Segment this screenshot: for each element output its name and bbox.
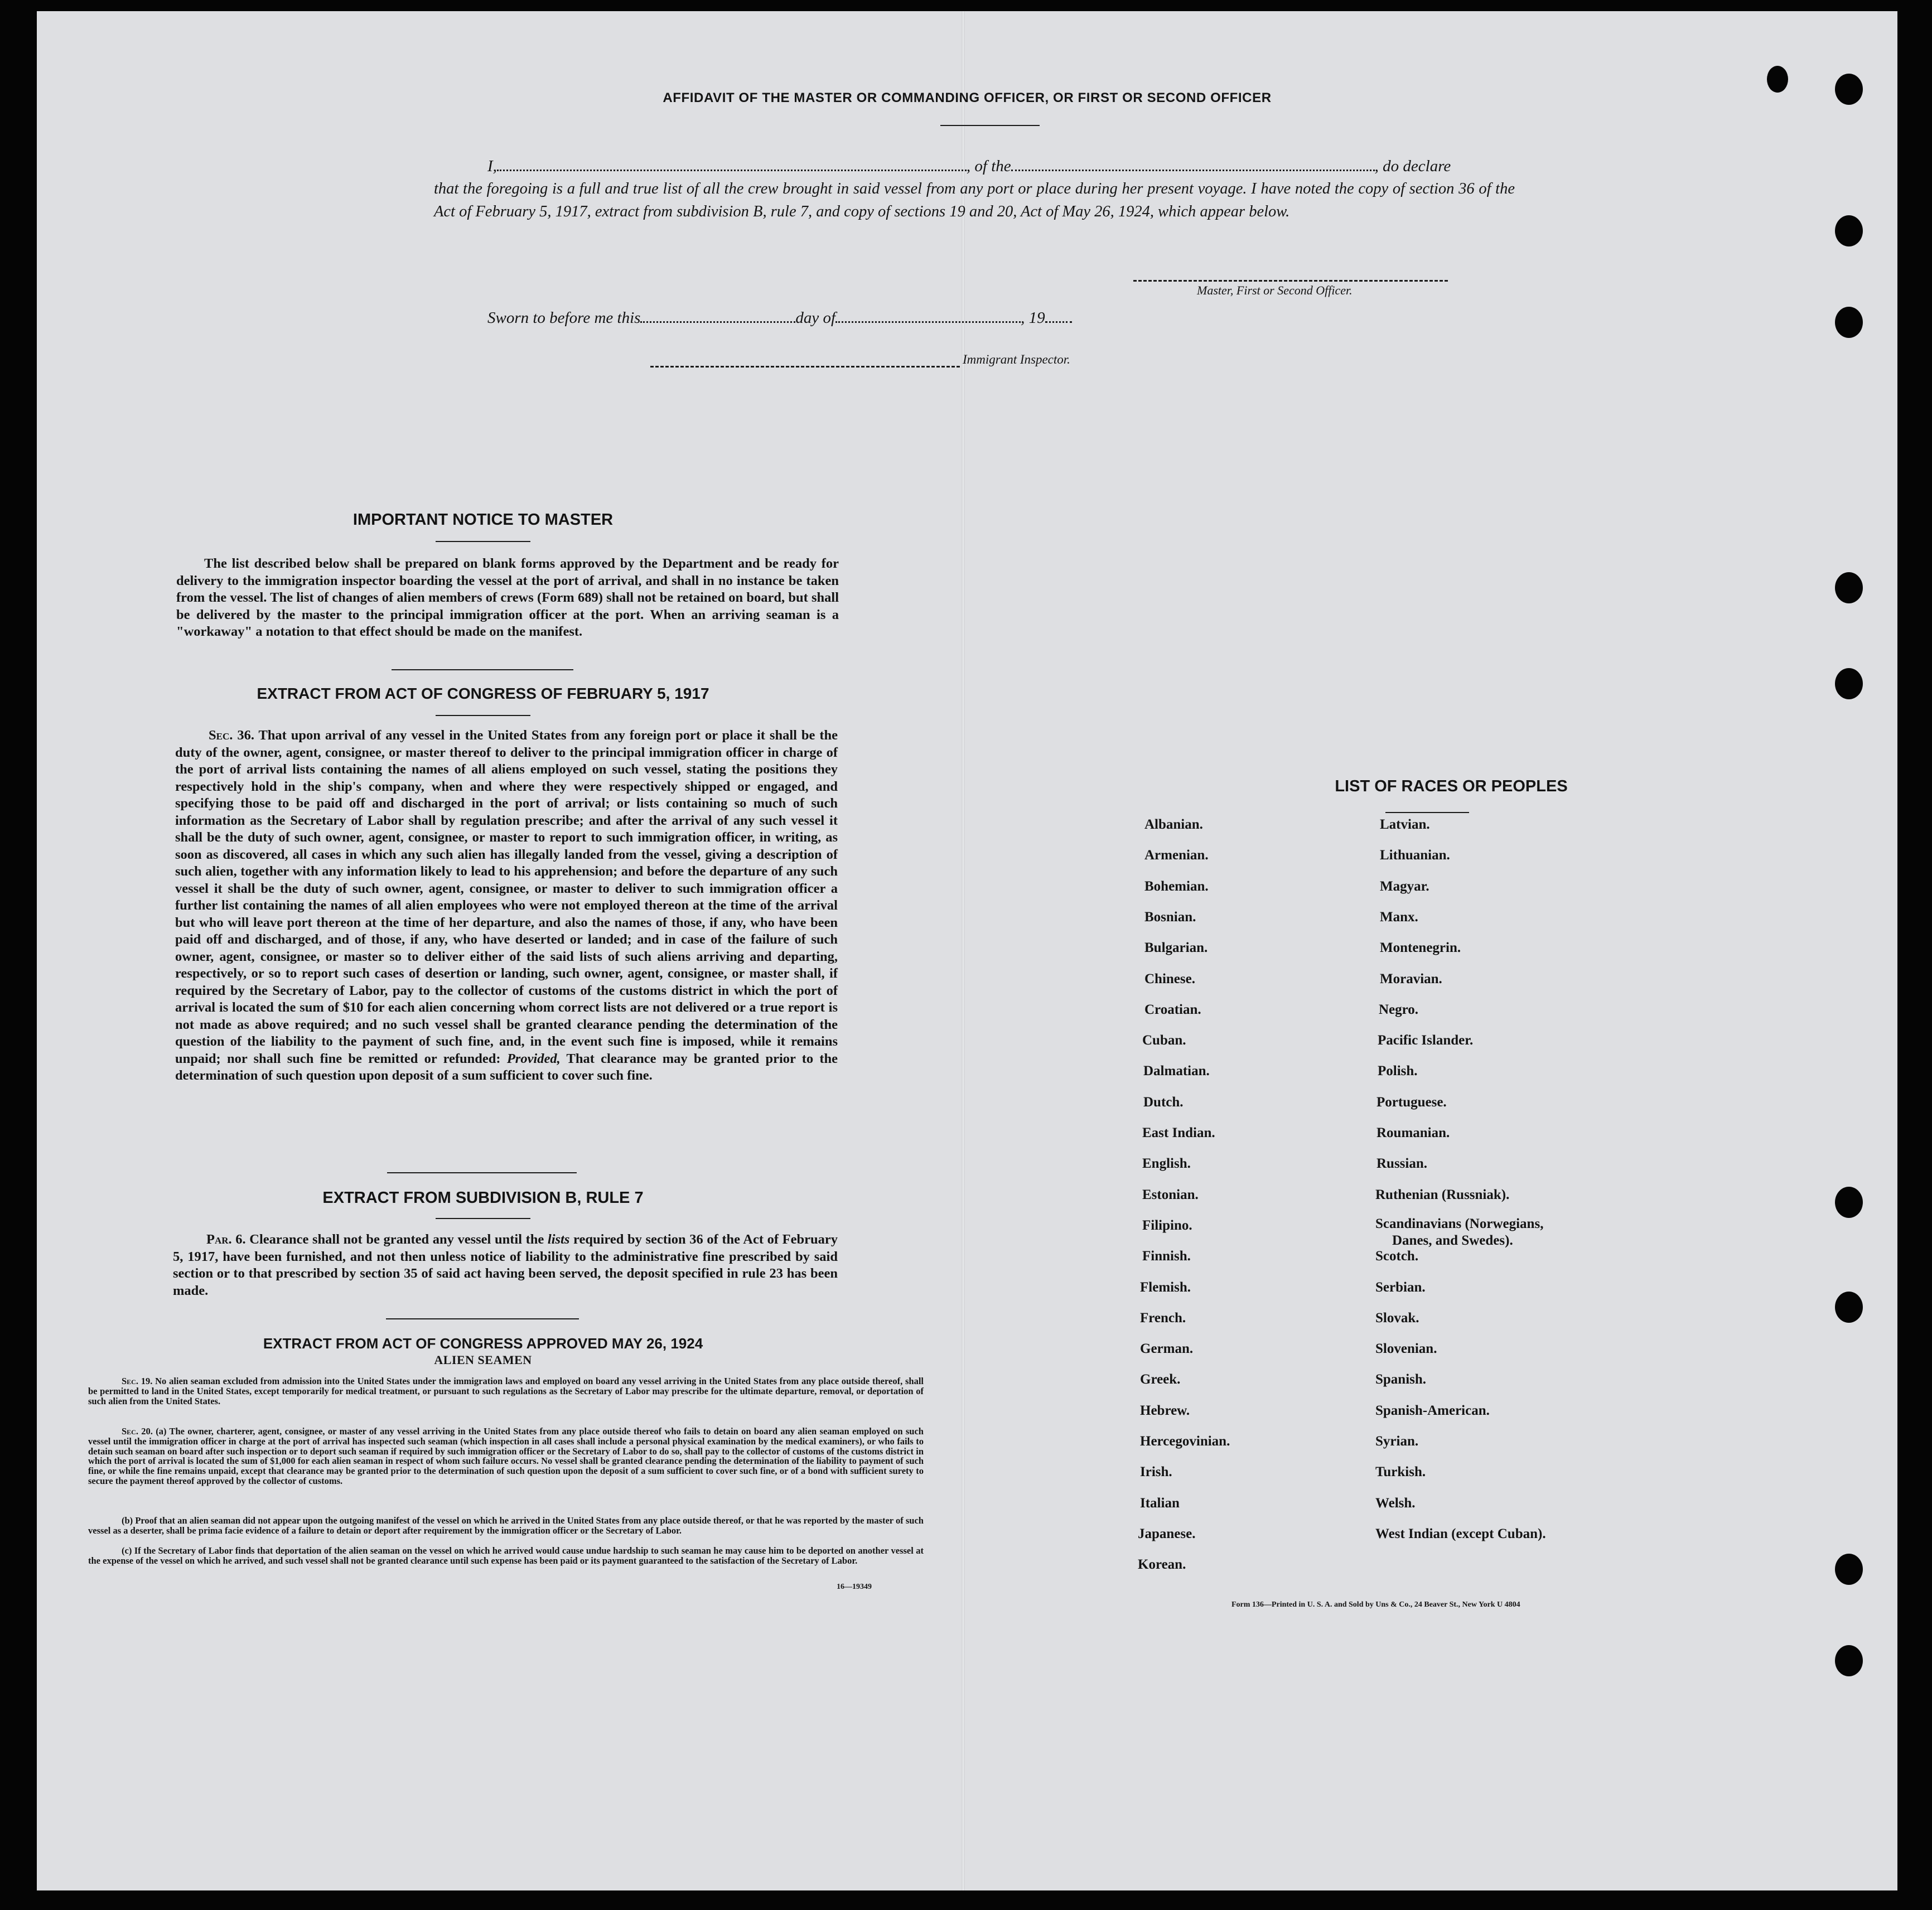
race-entry: Korean. [1138,1557,1186,1573]
vessel-name-blank[interactable] [1011,154,1375,171]
race-entry: Ruthenian (Russniak). [1375,1187,1510,1202]
races-title: LIST OF RACES OR PEOPLES [1335,777,1568,795]
master-signature-label: Master, First or Second Officer. [1197,283,1353,297]
binder-hole [1835,307,1863,338]
sworn-line [487,306,1072,329]
race-entry: Irish. [1140,1464,1172,1480]
race-entry: Italian [1140,1495,1180,1511]
race-entry: Latvian. [1380,817,1430,832]
form-code: 16—19349 [837,1583,872,1591]
race-entry: Armenian. [1144,848,1209,863]
binder-hole [1835,572,1863,603]
race-entry: Greek. [1140,1372,1181,1387]
race-entry: Bulgarian. [1144,940,1208,956]
race-entry: Pacific Islander. [1378,1033,1474,1048]
race-entry: Manx. [1380,909,1418,925]
binder-hole [1835,1554,1863,1585]
race-entry: Serbian. [1375,1279,1426,1295]
declare-mid: , of the [966,157,1011,175]
center-fold [962,11,965,1890]
officer-name-blank[interactable] [497,154,967,171]
affidavit-body: that the foregoing is a full and true list of all the crew brought in said vessel from any port or place during her present voyage. I have noted the copy of section 36 of the Act of February 5, 1917, extract from subdivision B, rule 7, and copy of sections 19 and 20, Act of May 26, 1924, which appear below. [434,180,1515,220]
race-entry: Negro. [1379,1002,1419,1017]
sworn-day-blank[interactable] [640,306,795,323]
alien-seamen-subtitle: ALIEN SEAMEN [434,1353,532,1367]
paragraph-6-text: Par. 6. Clearance shall not be granted any vessel until the lists required by section 36 of the Act of February 5, 1917, have been furnished, and not then unless notice of liability to the administrative fine prescribed by said section or to that prescribed by section 35 of said act having been served, the deposit specified in rule 23 has been made. [173,1232,838,1298]
race-entry: Cuban. [1142,1033,1186,1048]
race-entry: Welsh. [1375,1495,1416,1511]
race-entry: Hercegovinian. [1140,1434,1230,1449]
binder-hole [1835,1645,1863,1676]
section-19-text: Sec. 19. No alien seaman excluded from admission into the United States under the immigration laws and employed on board any vessel arriving in the United States from any place outside thereof, shall be permitted to land in the United States, except temporarily for medical treatment, or pursuant to such regulations as the Secretary of Labor may prescribe for the ultimate departure, removal, or deportation of such alien from the United States. [88,1376,924,1406]
race-entry: Scotch. [1375,1249,1419,1264]
race-entry: Syrian. [1375,1434,1419,1449]
extract-1924-title: EXTRACT FROM ACT OF CONGRESS APPROVED MAY 26, 1924 [263,1335,703,1352]
extract-rule7-divider [436,1218,530,1219]
race-entry: Spanish-American. [1375,1403,1490,1418]
race-entry: Montenegrin. [1380,940,1461,956]
race-entry: Roumanian. [1376,1125,1450,1140]
binder-hole [1835,668,1863,699]
race-entry: Bosnian. [1144,909,1196,925]
race-entry: Lithuanian. [1380,848,1450,863]
race-entry: Portuguese. [1376,1094,1447,1110]
binder-hole [1767,66,1788,93]
section-divider [387,1172,577,1173]
section-divider [392,669,573,670]
section-36-text: Sec. 36. That upon arrival of any vessel in the United States from any foreign port or place it shall be the duty of the owner, agent, consignee, or master thereof to deliver to the principal immigration officer in charge of the port of arrival lists containing the names of all aliens employed on such vessel, stating the positions they respectively hold in the ship's company, when and where they were respectively shipped or engaged, and specifying those to be paid off and discharged in the port of arrival; or lists containing so much of such information as the Secretary of Labor shall by regulation prescribe; and after the arrival of any such vessel it shall be the duty of such owner, agent, consignee, or master to report to such immigration officer, in writing, as soon as discovered, all cases in which any such alien has illegally landed from the vessel, giving a description of such alien, together with any information likely to lead to his apprehension; and before the departure of any such vessel it shall be the duty of such owner, agent, consignee, or master to deliver to such immigration officer a further list containing the names of all alien employees who were not employed thereon at the time of the arrival but who will leave port thereon at the time of her departure, and also the names of those, if any, who have been paid off and discharged, and of those, if any, who have deserted or landed; and in case of the failure of such owner, agent, consignee, or master so to deliver either of the said lists of such aliens arriving and departing, respectively, or so to report such cases of desertion or landing, such owner, agent, consignee, or master shall, if required by the Secretary of Labor, pay to the collector of customs of the customs district in which the port of arrival is located the sum of $10 for each alien concerning whom correct lists are not delivered or a true report is not made as above required; and no such vessel shall be granted clearance pending the determination of the question of the liability to the payment of such fine, and, in the event such fine is imposed, while it remains unpaid; nor shall such fine be remitted or refunded: Provided, That clearance may be granted prior to the determination of such question upon deposit of a sum sufficient to cover such fine. [175,728,838,1083]
race-entry: Dalmatian. [1143,1063,1210,1079]
extract-1917-title: EXTRACT FROM ACT OF CONGRESS OF FEBRUARY 5, 1917 [257,685,709,702]
race-entry: Turkish. [1375,1464,1426,1480]
inspector-signature-line[interactable] [650,366,960,368]
affidavit-title: AFFIDAVIT OF THE MASTER OR COMMANDING OFFICER, OR FIRST OR SECOND OFFICER [663,90,1272,105]
race-entry: Japanese. [1138,1526,1196,1541]
race-entry: Chinese. [1144,971,1195,987]
race-entry: Spanish. [1375,1372,1427,1387]
printer-imprint: Form 136—Printed in U. S. A. and Sold by Uns & Co., 24 Beaver St., New York U 4804 [1231,1600,1520,1609]
race-entry: Polish. [1378,1063,1418,1079]
race-entry: Dutch. [1143,1094,1184,1110]
section-36-label: Sec. 36. [209,728,254,743]
binder-hole [1835,215,1863,246]
inspector-signature-label: Immigrant Inspector. [963,352,1070,366]
sworn-prefix: Sworn to before me this [487,309,641,327]
race-entry: Scandinavians (Norwegians, [1375,1216,1544,1231]
race-entry: Slovak. [1375,1310,1419,1326]
race-entry: Bohemian. [1144,878,1209,894]
race-entry: Russian. [1376,1156,1428,1172]
declare-prefix: I, [487,157,497,175]
race-entry: Slovenian. [1375,1341,1437,1357]
race-entry: Finnish. [1142,1249,1191,1264]
binder-hole [1835,1187,1863,1218]
race-entry: Danes, and Swedes). [1392,1233,1513,1248]
declare-end: , do declare [1374,157,1451,175]
paragraph-6-label: Par. 6. [206,1232,246,1247]
notice-title: IMPORTANT NOTICE TO MASTER [352,511,614,529]
race-entry: French. [1140,1310,1186,1326]
section-20a-text: Sec. 20. (a) The owner, charterer, agent, consignee, or master of any vessel arriving in the United States from any place outside thereof who fails to detain on board any alien seaman employed on such vessel until the immigration officer in charge at the port of arrival has inspected such seaman (which inspection in all cases shall include a personal physical examination by the medical examiners), or who fails to detain such seaman on board after such inspection or to deport such seaman if required by such immigration officer or the Secretary of Labor to do so, shall pay to the collector of customs of the customs district in which the port of arrival is located the sum of $1,000 for each alien seaman in respect of whom such failure occurs. No vessel shall be granted clearance pending the determination of the liability to payment of such fine, or while the fine remains unpaid, except that clearance may be granted prior to the determination of such question upon the deposit of a sum sufficient to cover such fine, or of a bond with sufficient surety to secure the payment thereof approved by the collector of customs. [88,1426,924,1486]
sworn-mid: day of [795,309,836,327]
section-divider [386,1318,579,1319]
sworn-month-blank[interactable] [835,306,1021,323]
race-entry: Hebrew. [1140,1403,1190,1418]
race-entry: Flemish. [1140,1279,1191,1295]
race-entry: Moravian. [1380,971,1442,987]
sworn-year-blank[interactable] [1045,306,1072,323]
document-page [37,11,1897,1890]
section-20b-text: (b) Proof that an alien seaman did not appear upon the outgoing manifest of the vessel on which he arrived in the United States from any place outside thereof, or that he was reported by the master of such vessel as a deserter, shall be prima facie evidence of a failure to detain or deport after requirement by the immigration officer or the Secretary of Labor. [88,1515,924,1536]
extract-1917-divider [436,715,530,716]
race-entry: Filipino. [1142,1217,1192,1233]
race-entry: East Indian. [1142,1125,1215,1140]
race-entry: German. [1140,1341,1194,1357]
race-entry: Albanian. [1144,817,1203,832]
extract-rule7-title: EXTRACT FROM SUBDIVISION B, RULE 7 [322,1189,644,1207]
races-divider [1385,812,1469,813]
section-20c-text: (c) If the Secretary of Labor finds that deportation of the alien seaman on the vessel on which he arrived would cause undue hardship to such seaman he may cause him to be deported on another vessel at the expense of the vessel on which he arrived, and such vessel shall not be granted clearance until such expense has been paid or its payment guaranteed to the satisfaction of the Secretary of Labor. [88,1545,924,1566]
notice-divider [436,541,530,542]
race-entry: Magyar. [1380,878,1429,894]
master-signature-line[interactable] [1133,280,1448,282]
race-entry: West Indian (except Cuban). [1375,1526,1546,1541]
notice-body: The list described below shall be prepared on blank forms approved by the Department and be ready for delivery to the immigration inspector boarding the vessel at the port of arrival, and shall in no instance be taken from the vessel. The list of changes of alien members of crews (Form 689) shall not be retained on board, but shall be delivered by the master to the principal immigration officer at the port. When an arriving seaman is a "workaway" a notation to that effect should be made on the manifest. [176,556,839,639]
race-entry: English. [1142,1156,1191,1172]
race-entry: Estonian. [1142,1187,1199,1202]
sworn-year: , 19 [1021,309,1045,327]
binder-hole [1835,1292,1863,1323]
race-entry: Croatian. [1144,1002,1201,1017]
affidavit-declare-line [487,154,1513,177]
title-divider [940,125,1040,126]
